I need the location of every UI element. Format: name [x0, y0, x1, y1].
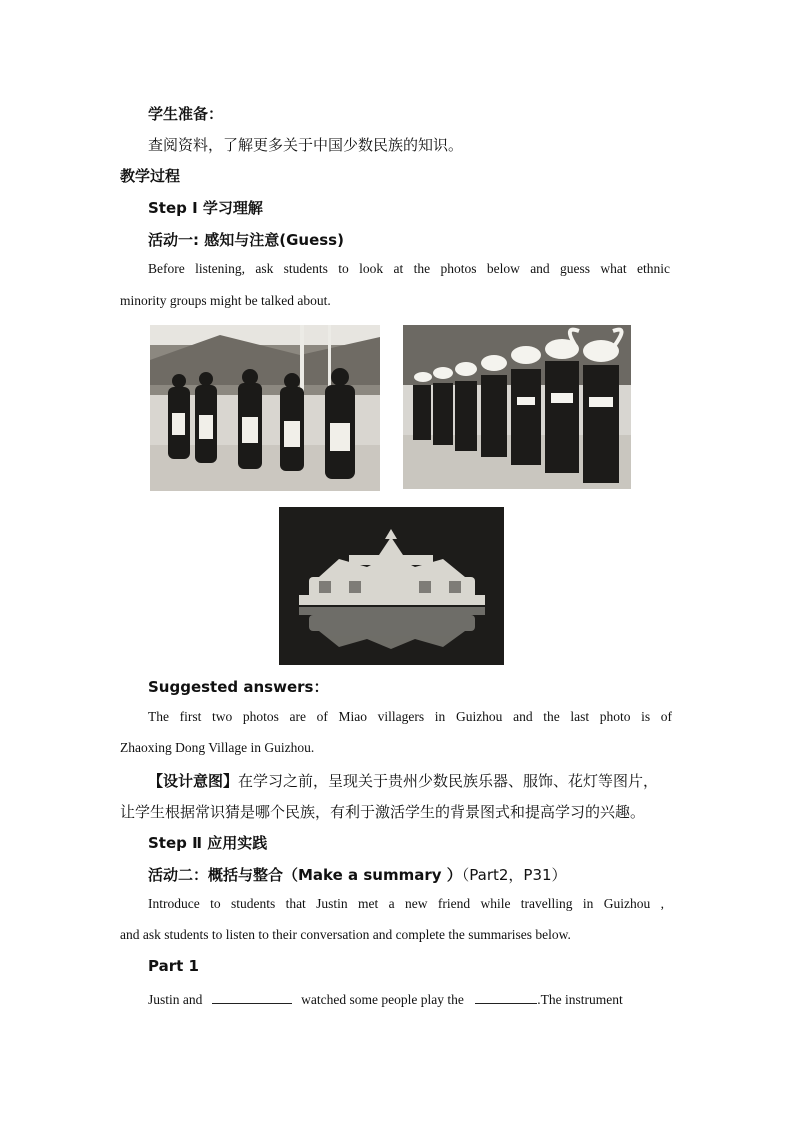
- intro-line1: Introduce to students that Justin met a new friend while travelling in Guizhou ,: [148, 896, 664, 911]
- activity2-reference: （Part2，P31）: [461, 866, 567, 884]
- guess-instruction-line2: minority groups might be talked about.: [120, 293, 331, 308]
- fill-text-a: Justin and: [148, 992, 203, 1007]
- design-intent-line1: [148, 770, 658, 791]
- blank-friend-name[interactable]: [212, 989, 292, 1004]
- student-prep-heading: 学生准备：: [148, 105, 224, 123]
- guess-instruction-line1: Before listening, ask students to look at the photos below and guess what ethnic: [148, 261, 670, 276]
- suggested-answers-heading: Suggested answers：: [148, 678, 329, 696]
- step2-title: Step Ⅱ 应用实践: [148, 834, 268, 852]
- blank-instrument[interactable]: [475, 989, 537, 1004]
- fill-text-c: .The instrument: [537, 992, 623, 1007]
- suggested-answers-line1: The first two photos are of Miao villagers in Guizhou and the last photo is of: [148, 709, 672, 724]
- activity2-title-bold: 活动二：概括与整合（Make a summary ）: [148, 866, 462, 884]
- suggested-answers-line2: Zhaoxing Dong Village in Guizhou.: [120, 740, 315, 755]
- fill-text-b: watched some people play the: [301, 992, 464, 1007]
- photo-miao-dancers-headdresses: [403, 325, 631, 489]
- photo-lantern-night-reflection: [279, 507, 504, 665]
- step1-title: Step I 学习理解: [148, 199, 263, 217]
- fill-blank-line: [148, 989, 623, 1008]
- design-intent-text1: 在学习之前，呈现关于贵州少数民族乐器、服饰、花灯等图片，: [238, 772, 659, 790]
- activity1-title: 活动一: 感知与注意(Guess): [148, 231, 344, 249]
- lantern-night-photo: [279, 507, 504, 665]
- activity2-title: [148, 864, 567, 885]
- design-intent-label: 【设计意图】: [148, 772, 239, 790]
- teaching-process-heading: 教学过程: [120, 167, 181, 185]
- student-prep-text: 查阅资料，了解更多关于中国少数民族的知识。: [148, 136, 464, 154]
- photo-miao-villagers-line: [150, 325, 380, 491]
- part1-heading: Part 1: [148, 957, 199, 975]
- miao-villagers-photo: [150, 325, 380, 491]
- intro-line2: and ask students to listen to their conversation and complete the summarises below.: [120, 927, 571, 942]
- design-intent-line2: 让学生根据常识猜是哪个民族，有利于激活学生的背景图式和提高学习的兴趣。: [120, 803, 646, 821]
- miao-dancers-photo: [403, 325, 631, 489]
